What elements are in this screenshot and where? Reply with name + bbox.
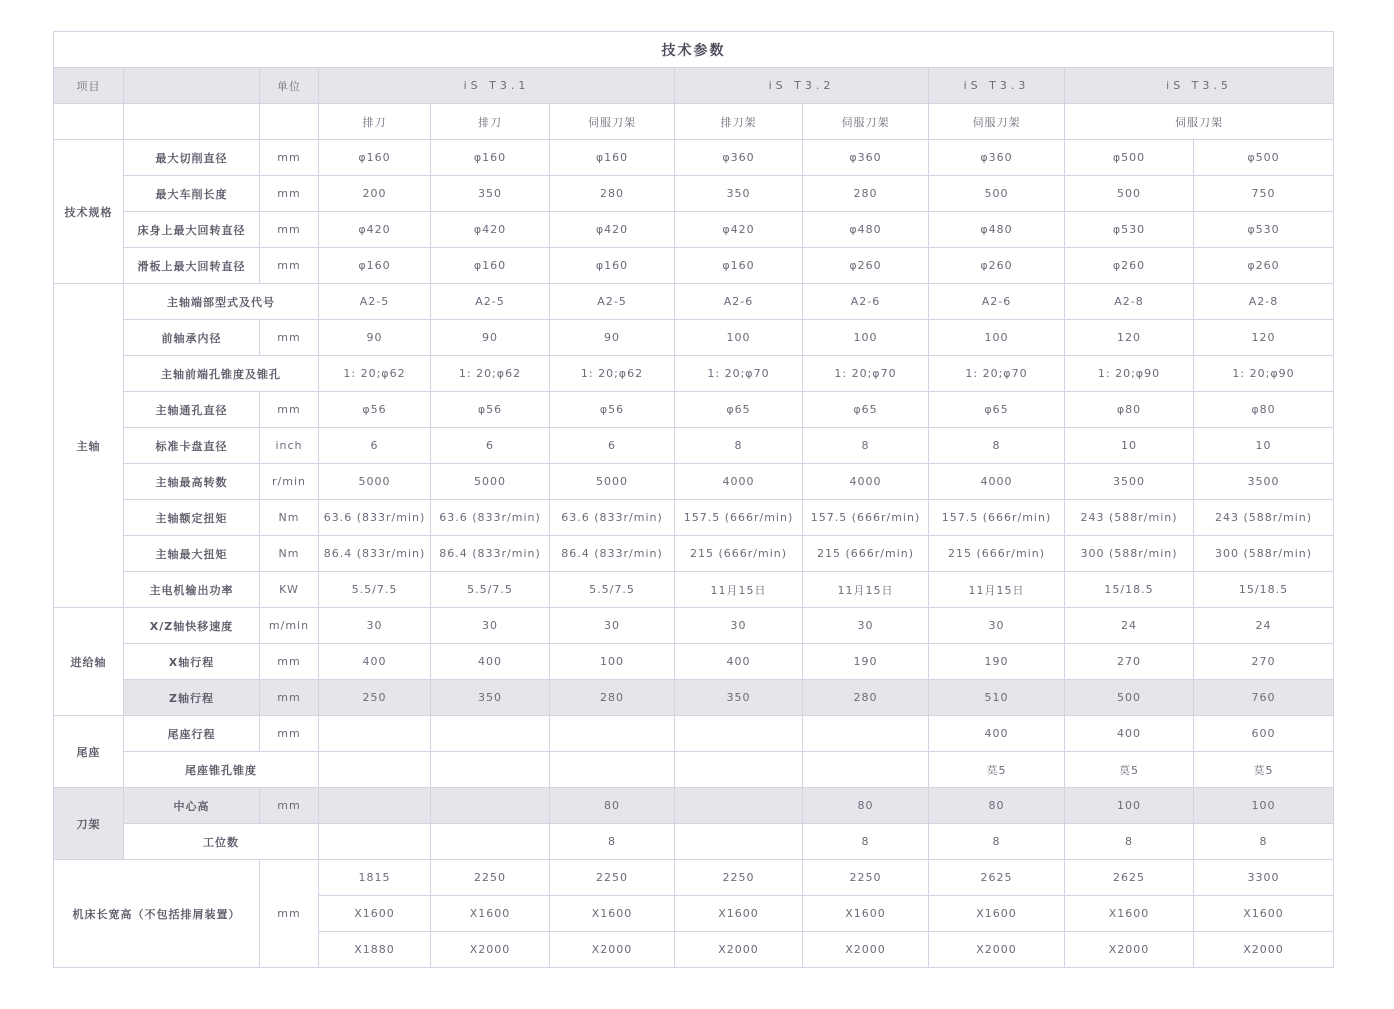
value-cell: 30 (319, 608, 431, 644)
toolrest-type: 伺服刀架 (803, 104, 929, 140)
value-cell: 350 (431, 680, 550, 716)
value-cell: 90 (431, 320, 550, 356)
value-cell: φ360 (675, 140, 803, 176)
value-cell: 215 (666r/min) (803, 536, 929, 572)
table-title: 技术参数 (54, 32, 1334, 68)
param-name: 最大切削直径 (124, 140, 260, 176)
value-cell: 100 (675, 320, 803, 356)
value-cell: 500 (929, 176, 1065, 212)
value-cell: φ360 (803, 140, 929, 176)
value-cell: 8 (929, 824, 1065, 860)
value-cell (675, 824, 803, 860)
value-cell: 3500 (1194, 464, 1334, 500)
value-cell: φ65 (803, 392, 929, 428)
table-row (54, 608, 1334, 644)
param-unit: mm (260, 860, 319, 968)
table-row (54, 716, 1334, 752)
table-row (54, 500, 1334, 536)
value-cell: 30 (550, 608, 675, 644)
table-row (54, 824, 1334, 860)
toolrest-type: 排刀 (431, 104, 550, 140)
value-cell: φ420 (319, 212, 431, 248)
value-cell: φ56 (319, 392, 431, 428)
value-cell: φ420 (431, 212, 550, 248)
category-tech: 技术规格 (54, 140, 124, 284)
value-cell: 2250 (803, 860, 929, 896)
param-unit: r/min (260, 464, 319, 500)
value-cell: 600 (1194, 716, 1334, 752)
value-cell: 350 (431, 176, 550, 212)
toolrest-type: 伺服刀架 (929, 104, 1065, 140)
value-cell: 30 (431, 608, 550, 644)
model-ist31: iS T3.1 (319, 68, 675, 104)
value-cell: 63.6 (833r/min) (550, 500, 675, 536)
value-cell: φ160 (431, 140, 550, 176)
value-cell: A2-8 (1065, 284, 1194, 320)
value-cell: 280 (550, 176, 675, 212)
value-cell: 2250 (675, 860, 803, 896)
table-row (54, 356, 1334, 392)
value-cell: 157.5 (666r/min) (929, 500, 1065, 536)
value-cell (431, 824, 550, 860)
value-cell: X2000 (803, 932, 929, 968)
value-cell: φ65 (675, 392, 803, 428)
value-cell: φ160 (550, 248, 675, 284)
category-dims: 机床长宽高（不包括排屑装置） (54, 860, 260, 968)
value-cell: 280 (550, 680, 675, 716)
value-cell: φ480 (929, 212, 1065, 248)
value-cell: 100 (1065, 788, 1194, 824)
value-cell (550, 716, 675, 752)
value-cell: φ80 (1065, 392, 1194, 428)
value-cell: 8 (929, 428, 1065, 464)
param-name: 工位数 (124, 824, 319, 860)
value-cell (550, 752, 675, 788)
value-cell: A2-6 (929, 284, 1065, 320)
table-row (54, 644, 1334, 680)
param-unit: mm (260, 716, 319, 752)
param-unit: mm (260, 140, 319, 176)
value-cell: 5.5/7.5 (431, 572, 550, 608)
value-cell: X2000 (1065, 932, 1194, 968)
param-unit: mm (260, 392, 319, 428)
value-cell (431, 752, 550, 788)
value-cell: 3500 (1065, 464, 1194, 500)
param-name: X/Z轴快移速度 (124, 608, 260, 644)
value-cell (675, 752, 803, 788)
param-unit: mm (260, 320, 319, 356)
value-cell: 3300 (1194, 860, 1334, 896)
value-cell: φ420 (550, 212, 675, 248)
value-cell: 500 (1065, 680, 1194, 716)
value-cell: 190 (803, 644, 929, 680)
value-cell: X1600 (550, 896, 675, 932)
table-row (54, 752, 1334, 788)
value-cell: A2-6 (675, 284, 803, 320)
value-cell: 莫5 (929, 752, 1065, 788)
toolrest-type: 伺服刀架 (1065, 104, 1334, 140)
header-item: 项目 (54, 68, 124, 104)
value-cell (803, 716, 929, 752)
param-unit: m/min (260, 608, 319, 644)
param-name: 主轴端部型式及代号 (124, 284, 319, 320)
value-cell: 400 (319, 644, 431, 680)
value-cell: φ260 (929, 248, 1065, 284)
param-unit: mm (260, 248, 319, 284)
header-unit: 单位 (260, 68, 319, 104)
value-cell: φ500 (1065, 140, 1194, 176)
value-cell: 1815 (319, 860, 431, 896)
value-cell: 6 (319, 428, 431, 464)
value-cell: X2000 (1194, 932, 1334, 968)
table-row (54, 860, 1334, 896)
value-cell: 2625 (929, 860, 1065, 896)
param-name: Z轴行程 (124, 680, 260, 716)
value-cell: 500 (1065, 176, 1194, 212)
value-cell (431, 788, 550, 824)
table-row (54, 464, 1334, 500)
value-cell: 15/18.5 (1065, 572, 1194, 608)
param-name: 标准卡盘直径 (124, 428, 260, 464)
value-cell: 80 (550, 788, 675, 824)
value-cell: A2-5 (431, 284, 550, 320)
param-name: 尾座行程 (124, 716, 260, 752)
value-cell: φ360 (929, 140, 1065, 176)
param-name: 最大车削长度 (124, 176, 260, 212)
table-row (54, 284, 1334, 320)
value-cell: 4000 (803, 464, 929, 500)
value-cell: φ56 (550, 392, 675, 428)
value-cell (319, 788, 431, 824)
toolrest-blank-1 (54, 104, 124, 140)
value-cell: φ160 (319, 248, 431, 284)
value-cell: 215 (666r/min) (929, 536, 1065, 572)
value-cell: 6 (431, 428, 550, 464)
value-cell (319, 716, 431, 752)
value-cell: 2250 (550, 860, 675, 896)
value-cell: A2-8 (1194, 284, 1334, 320)
header-blank (124, 68, 260, 104)
value-cell: 80 (929, 788, 1065, 824)
value-cell: 8 (675, 428, 803, 464)
category-feed: 进给轴 (54, 608, 124, 716)
value-cell (803, 752, 929, 788)
param-name: 主轴通孔直径 (124, 392, 260, 428)
param-name: 床身上最大回转直径 (124, 212, 260, 248)
param-name: 尾座锥孔锥度 (124, 752, 319, 788)
param-unit: mm (260, 680, 319, 716)
value-cell: X1600 (675, 896, 803, 932)
value-cell: X1600 (431, 896, 550, 932)
value-cell: 4000 (675, 464, 803, 500)
param-name: 滑板上最大回转直径 (124, 248, 260, 284)
value-cell: 190 (929, 644, 1065, 680)
value-cell: A2-5 (319, 284, 431, 320)
value-cell: φ260 (803, 248, 929, 284)
value-cell: X2000 (929, 932, 1065, 968)
param-unit: mm (260, 644, 319, 680)
value-cell: A2-6 (803, 284, 929, 320)
value-cell: 30 (675, 608, 803, 644)
value-cell: φ160 (675, 248, 803, 284)
value-cell: 11月15日 (675, 572, 803, 608)
value-cell: 270 (1065, 644, 1194, 680)
table-row (54, 788, 1334, 824)
category-turret: 刀架 (54, 788, 124, 860)
value-cell: 1: 20;φ70 (929, 356, 1065, 392)
category-tail: 尾座 (54, 716, 124, 788)
value-cell: φ500 (1194, 140, 1334, 176)
value-cell: φ160 (319, 140, 431, 176)
value-cell: 5000 (550, 464, 675, 500)
value-cell: φ530 (1065, 212, 1194, 248)
value-cell: 90 (550, 320, 675, 356)
toolrest-blank-3 (260, 104, 319, 140)
table-row (54, 320, 1334, 356)
param-unit: Nm (260, 500, 319, 536)
param-name: 主轴最大扭矩 (124, 536, 260, 572)
value-cell: X1880 (319, 932, 431, 968)
value-cell: 8 (1194, 824, 1334, 860)
value-cell: 2625 (1065, 860, 1194, 896)
value-cell: X1600 (803, 896, 929, 932)
model-ist32: iS T3.2 (675, 68, 929, 104)
value-cell: φ56 (431, 392, 550, 428)
param-unit: mm (260, 212, 319, 248)
value-cell: 510 (929, 680, 1065, 716)
table-row (54, 140, 1334, 176)
value-cell: 400 (1065, 716, 1194, 752)
value-cell: 157.5 (666r/min) (675, 500, 803, 536)
value-cell: X1600 (1194, 896, 1334, 932)
value-cell: 243 (588r/min) (1065, 500, 1194, 536)
value-cell: 280 (803, 176, 929, 212)
value-cell: 4000 (929, 464, 1065, 500)
value-cell: 63.6 (833r/min) (319, 500, 431, 536)
table-row (54, 536, 1334, 572)
value-cell: X2000 (675, 932, 803, 968)
value-cell: 1: 20;φ62 (319, 356, 431, 392)
value-cell: 1: 20;φ70 (803, 356, 929, 392)
value-cell: 86.4 (833r/min) (431, 536, 550, 572)
value-cell: 350 (675, 680, 803, 716)
value-cell: 243 (588r/min) (1194, 500, 1334, 536)
value-cell: 760 (1194, 680, 1334, 716)
model-ist33: iS T3.3 (929, 68, 1065, 104)
toolrest-blank-2 (124, 104, 260, 140)
value-cell: 1: 20;φ62 (431, 356, 550, 392)
table-row (54, 248, 1334, 284)
value-cell: 8 (550, 824, 675, 860)
param-unit: inch (260, 428, 319, 464)
value-cell: φ480 (803, 212, 929, 248)
value-cell (675, 716, 803, 752)
value-cell: φ160 (431, 248, 550, 284)
value-cell: 1: 20;φ90 (1194, 356, 1334, 392)
value-cell: 350 (675, 176, 803, 212)
value-cell: 100 (550, 644, 675, 680)
toolrest-type: 排刀 (319, 104, 431, 140)
param-unit: KW (260, 572, 319, 608)
value-cell: 1: 20;φ90 (1065, 356, 1194, 392)
value-cell (319, 824, 431, 860)
toolrest-type: 伺服刀架 (550, 104, 675, 140)
value-cell: 400 (929, 716, 1065, 752)
value-cell: 6 (550, 428, 675, 464)
value-cell: 86.4 (833r/min) (319, 536, 431, 572)
value-cell: X1600 (1065, 896, 1194, 932)
value-cell: 8 (1065, 824, 1194, 860)
param-name: 主轴前端孔锥度及锥孔 (124, 356, 319, 392)
param-name: 主电机输出功率 (124, 572, 260, 608)
table-row (54, 572, 1334, 608)
value-cell: 10 (1194, 428, 1334, 464)
value-cell: 8 (803, 824, 929, 860)
model-ist35: iS T3.5 (1065, 68, 1334, 104)
value-cell: 400 (675, 644, 803, 680)
value-cell: 90 (319, 320, 431, 356)
value-cell: φ420 (675, 212, 803, 248)
value-cell: 86.4 (833r/min) (550, 536, 675, 572)
value-cell (675, 788, 803, 824)
value-cell: 2250 (431, 860, 550, 896)
value-cell: X2000 (550, 932, 675, 968)
value-cell: 11月15日 (929, 572, 1065, 608)
value-cell: 100 (929, 320, 1065, 356)
value-cell: 24 (1194, 608, 1334, 644)
value-cell: 157.5 (666r/min) (803, 500, 929, 536)
param-unit: mm (260, 176, 319, 212)
value-cell: 280 (803, 680, 929, 716)
value-cell: 270 (1194, 644, 1334, 680)
table-row (54, 176, 1334, 212)
value-cell: 1: 20;φ70 (675, 356, 803, 392)
value-cell: 5.5/7.5 (550, 572, 675, 608)
value-cell: 11月15日 (803, 572, 929, 608)
value-cell: 莫5 (1194, 752, 1334, 788)
value-cell (319, 752, 431, 788)
value-cell: φ80 (1194, 392, 1334, 428)
table-row (54, 680, 1334, 716)
param-name: 中心高 (124, 788, 260, 824)
value-cell: X1600 (929, 896, 1065, 932)
table-row (54, 392, 1334, 428)
value-cell: 8 (803, 428, 929, 464)
value-cell: φ260 (1194, 248, 1334, 284)
value-cell: 10 (1065, 428, 1194, 464)
param-unit: Nm (260, 536, 319, 572)
value-cell: 1: 20;φ62 (550, 356, 675, 392)
value-cell: 30 (803, 608, 929, 644)
param-name: X轴行程 (124, 644, 260, 680)
value-cell: 250 (319, 680, 431, 716)
toolrest-type: 排刀架 (675, 104, 803, 140)
value-cell: 200 (319, 176, 431, 212)
value-cell: 300 (588r/min) (1194, 536, 1334, 572)
value-cell: 63.6 (833r/min) (431, 500, 550, 536)
value-cell: 24 (1065, 608, 1194, 644)
value-cell: 120 (1194, 320, 1334, 356)
value-cell: 莫5 (1065, 752, 1194, 788)
value-cell: 120 (1065, 320, 1194, 356)
value-cell: 750 (1194, 176, 1334, 212)
param-name: 主轴额定扭矩 (124, 500, 260, 536)
value-cell: A2-5 (550, 284, 675, 320)
value-cell: 5.5/7.5 (319, 572, 431, 608)
category-spindle: 主轴 (54, 284, 124, 608)
table-row (54, 428, 1334, 464)
param-unit: mm (260, 788, 319, 824)
value-cell: φ260 (1065, 248, 1194, 284)
param-name: 前轴承内径 (124, 320, 260, 356)
value-cell: X1600 (319, 896, 431, 932)
value-cell: φ65 (929, 392, 1065, 428)
value-cell: 30 (929, 608, 1065, 644)
value-cell: φ160 (550, 140, 675, 176)
value-cell: 15/18.5 (1194, 572, 1334, 608)
value-cell: 300 (588r/min) (1065, 536, 1194, 572)
value-cell: 400 (431, 644, 550, 680)
value-cell: X2000 (431, 932, 550, 968)
value-cell: 100 (803, 320, 929, 356)
table-row (54, 212, 1334, 248)
value-cell: 100 (1194, 788, 1334, 824)
value-cell (431, 716, 550, 752)
param-name: 主轴最高转数 (124, 464, 260, 500)
value-cell: 215 (666r/min) (675, 536, 803, 572)
value-cell: 5000 (319, 464, 431, 500)
spec-table (53, 31, 1334, 968)
value-cell: 5000 (431, 464, 550, 500)
value-cell: 80 (803, 788, 929, 824)
value-cell: φ530 (1194, 212, 1334, 248)
